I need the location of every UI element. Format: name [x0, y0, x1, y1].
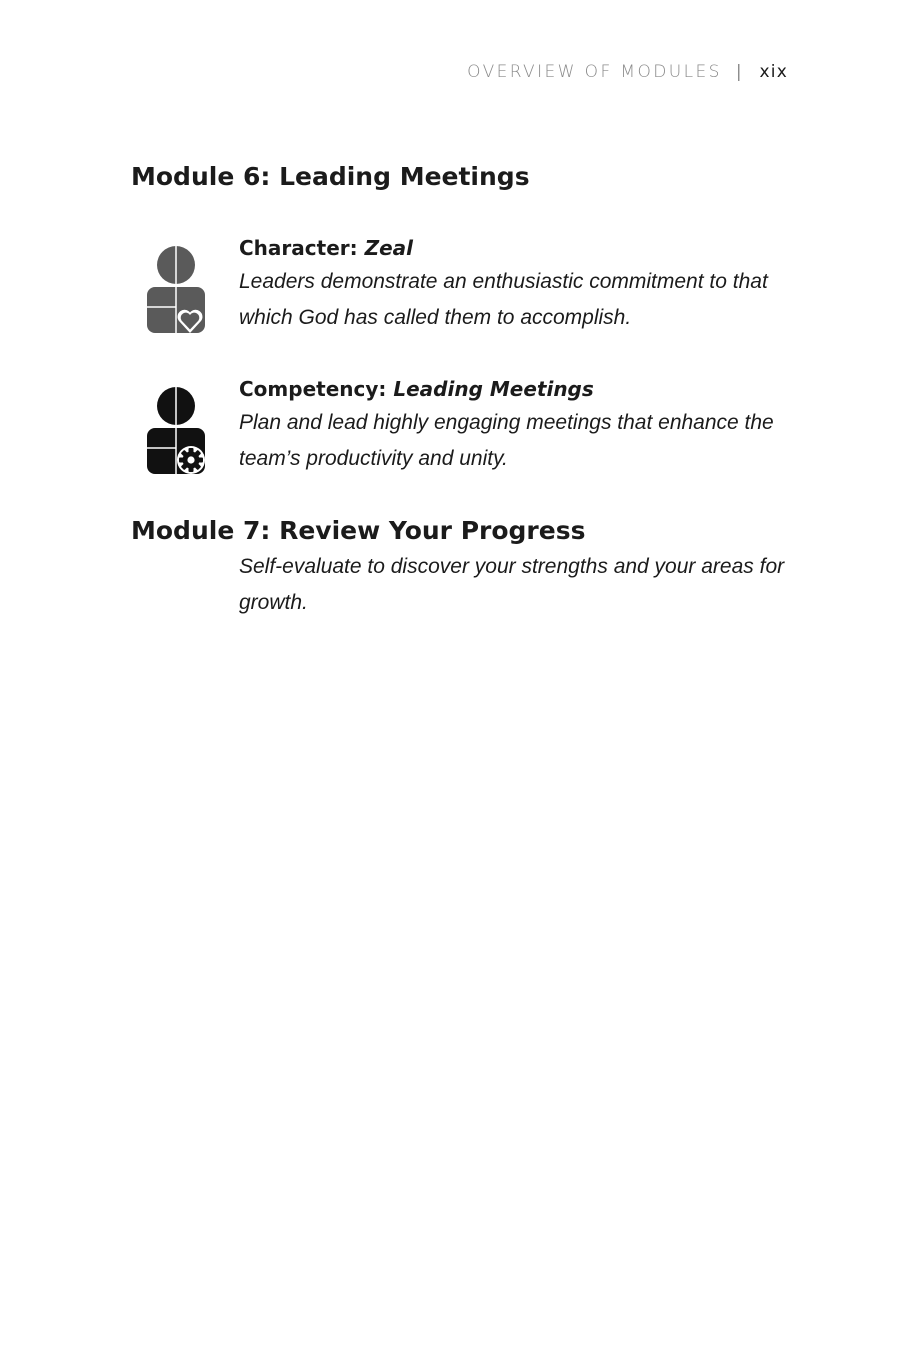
competency-title	[239, 377, 799, 401]
character-entry	[239, 236, 799, 336]
running-header	[467, 62, 788, 82]
review-description: Self-evaluate to discover your strengths and your areas for growth.	[239, 555, 785, 614]
section-title: OVERVIEW OF MODULES	[467, 62, 722, 82]
competency-description: Plan and lead highly engaging meetings that enhance the team’s productivity and unity.	[239, 411, 774, 470]
competency-value: Leading Meetings	[393, 377, 594, 401]
module-7-heading: Module 7: Review Your Progress	[131, 516, 586, 545]
header-separator: |	[735, 62, 742, 82]
character-description: Leaders demonstrate an enthusiastic commitment to that which God has called them to accomplish.	[239, 270, 768, 329]
competency-entry	[239, 377, 799, 477]
module-6-heading: Module 6: Leading Meetings	[131, 162, 530, 191]
character-label: Character:	[239, 236, 358, 260]
person-gear-icon	[146, 386, 206, 474]
character-value: Zeal	[364, 236, 414, 260]
person-heart-icon	[146, 245, 206, 333]
page-number: xix	[759, 62, 788, 82]
competency-label: Competency:	[239, 377, 387, 401]
character-title	[239, 236, 799, 260]
review-entry	[239, 549, 799, 621]
